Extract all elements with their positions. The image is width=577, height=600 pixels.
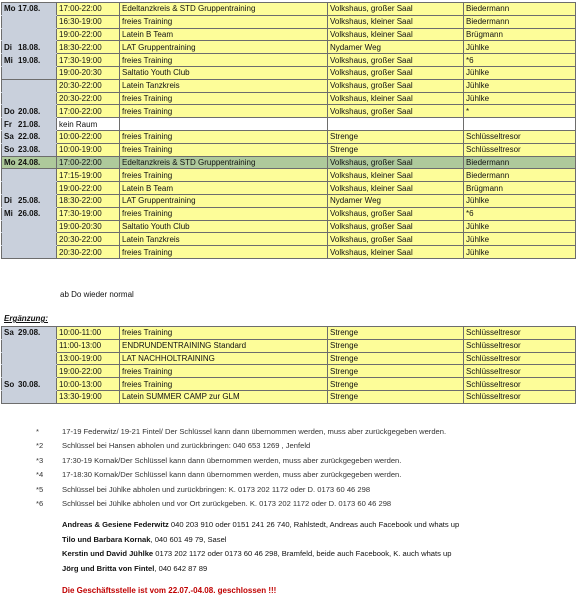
footnote-mark: *4	[36, 470, 44, 480]
place-cell: Nydamer Weg	[328, 41, 464, 54]
person-cell: *6	[464, 54, 576, 67]
time-cell: 18:30-22:00	[57, 41, 120, 54]
table-row	[2, 169, 576, 182]
date: 25.08.	[18, 196, 41, 206]
event-cell: Saltatio Youth Club	[120, 220, 328, 233]
contact-name: Jörg und Britta von Fintel	[62, 563, 155, 573]
date: 26.08.	[18, 209, 41, 219]
place-cell: Strenge	[328, 352, 464, 365]
time-cell: 10:00-13:00	[57, 378, 120, 391]
person-cell: Schlüsseltresor	[464, 143, 576, 156]
table-row	[2, 220, 576, 233]
place-cell: Strenge	[328, 327, 464, 340]
footnotes	[36, 424, 566, 511]
contact-info: 040 203 910 oder 0151 241 26 740, Rahlstedt, Andreas auch Facebook und whats up	[168, 520, 460, 529]
table-row	[2, 118, 576, 131]
weekday: Mi	[4, 209, 13, 219]
day-cell	[2, 169, 57, 182]
footnote-text: 17-18:30 Kornak/Der Schlüssel kann dann übernommen werden, muss aber zurückgegeben werden.	[62, 470, 402, 480]
person-cell: Biedermann	[464, 15, 576, 28]
weekday: Mi	[4, 55, 13, 65]
contact-line	[62, 533, 572, 548]
date: 29.08.	[18, 328, 41, 338]
footnote-text: Schlüssel bei Jühlke abholen und zurückbringen: K. 0173 202 1172 oder D. 0173 60 46 298	[62, 484, 371, 494]
place-cell: Volkshaus, großer Saal	[328, 54, 464, 67]
person-cell: Schlüsseltresor	[464, 365, 576, 378]
time-cell: 20:30-22:00	[57, 79, 120, 92]
event-cell: freies Training	[120, 169, 328, 182]
day-cell	[2, 66, 57, 79]
event-cell: freies Training	[120, 15, 328, 28]
place-cell: Strenge	[328, 339, 464, 352]
day-cell	[2, 3, 57, 16]
day-cell	[2, 220, 57, 233]
time-cell: 17:15-19:00	[57, 169, 120, 182]
person-cell: Schlüsseltresor	[464, 130, 576, 143]
closed-notice: Die Geschäftsstelle ist vom 22.07.-04.08. geschlossen !!!	[62, 586, 277, 595]
table-row	[2, 143, 576, 156]
place-cell: Volkshaus, großer Saal	[328, 207, 464, 220]
place-cell: Volkshaus, großer Saal	[328, 66, 464, 79]
weekday: Do	[4, 106, 15, 116]
table-row	[2, 339, 576, 352]
table-row	[2, 156, 576, 169]
person-cell: Biedermann	[464, 156, 576, 169]
event-cell: Latein Tanzkreis	[120, 79, 328, 92]
place-cell: Volkshaus, kleiner Saal	[328, 246, 464, 259]
time-cell: 10:00-22:00	[57, 130, 120, 143]
person-cell: Schlüsseltresor	[464, 390, 576, 403]
day-cell	[2, 118, 57, 131]
date: 22.08.	[18, 132, 41, 142]
footnote-mark: *5	[36, 484, 44, 494]
event-cell: freies Training	[120, 130, 328, 143]
time-cell: 20:30-22:00	[57, 92, 120, 105]
day-cell	[2, 365, 57, 378]
event-cell: Latein B Team	[120, 28, 328, 41]
place-cell: Volkshaus, kleiner Saal	[328, 92, 464, 105]
weekday: Di	[4, 196, 12, 206]
table-row	[2, 365, 576, 378]
event-cell: LAT NACHHOLTRAINING	[120, 352, 328, 365]
footnote-text: 17-19 Federwitz/ 19-21 Fintel/ Der Schlüssel kann dann übernommen werden, muss aber zurückgegeben werden.	[62, 426, 447, 436]
table-row	[2, 79, 576, 92]
footnote-text: Schlüssel bei Jühlke abholen und vor Ort zurückgeben. K. 0173 202 1172 oder D. 0173 60 46 298	[62, 499, 392, 509]
day-cell	[2, 327, 57, 340]
event-cell: freies Training	[120, 378, 328, 391]
person-cell: Jühlke	[464, 79, 576, 92]
time-cell: 17:00-22:00	[57, 105, 120, 118]
person-cell: Jühlke	[464, 66, 576, 79]
contact-info: 0173 202 1172 oder 0173 60 46 298, Bramfeld, beide auch Facebook, K. auch whats up	[153, 549, 452, 558]
person-cell: Jühlke	[464, 92, 576, 105]
event-cell: LAT Gruppentraining	[120, 41, 328, 54]
place-cell: Volkshaus, großer Saal	[328, 79, 464, 92]
event-cell: Latein Tanzkreis	[120, 233, 328, 246]
day-cell	[2, 130, 57, 143]
event-cell: freies Training	[120, 327, 328, 340]
supplement-table	[1, 326, 576, 404]
person-cell: Biedermann	[464, 169, 576, 182]
footnote-mark: *2	[36, 441, 44, 451]
day-cell	[2, 339, 57, 352]
weekday: Sa	[4, 328, 14, 338]
day-cell	[2, 92, 57, 105]
contact-name: Tilo und Barbara Kornak	[62, 534, 151, 544]
event-cell: Latein B Team	[120, 182, 328, 195]
footnote-mark: *3	[36, 455, 44, 465]
table-row	[2, 390, 576, 403]
place-cell: Strenge	[328, 378, 464, 391]
contact-name: Kerstin und David Jühlke	[62, 549, 154, 558]
table-row	[2, 41, 576, 54]
weekday: Mo	[4, 157, 16, 167]
schedule-note: ab Do wieder normal	[60, 290, 134, 299]
time-cell: 19:00-20:30	[57, 66, 120, 79]
place-cell: Volkshaus, kleiner Saal	[328, 182, 464, 195]
person-cell: Brügmann	[464, 182, 576, 195]
day-cell	[2, 41, 57, 54]
event-cell: ENDRUNDENTRAINING Standard	[120, 339, 328, 352]
day-cell	[2, 79, 57, 92]
table-row	[2, 130, 576, 143]
footnote-mark: *6	[36, 499, 44, 509]
table-row	[2, 352, 576, 365]
event-cell: freies Training	[120, 143, 328, 156]
schedule-table	[1, 2, 576, 259]
weekday: Sa	[4, 132, 14, 142]
time-cell: 10:00-19:00	[57, 143, 120, 156]
time-cell: 17:00-22:00	[57, 3, 120, 16]
time-cell: 19:00-20:30	[57, 220, 120, 233]
date: 23.08.	[18, 145, 41, 155]
date: 19.08.	[18, 55, 41, 65]
day-cell	[2, 143, 57, 156]
footnote	[36, 424, 566, 439]
footnote-text: 17:30-19 Kornak/Der Schlüssel kann dann übernommen werden, muss aber zurückgegeben werden.	[62, 455, 402, 465]
day-cell	[2, 246, 57, 259]
contact-line	[62, 547, 572, 562]
time-cell: 19:00-22:00	[57, 365, 120, 378]
table-row	[2, 28, 576, 41]
date: 21.08.	[18, 119, 41, 129]
weekday: So	[4, 379, 15, 389]
person-cell: Schlüsseltresor	[464, 327, 576, 340]
person-cell: *6	[464, 207, 576, 220]
time-cell: 17:00-22:00	[57, 156, 120, 169]
contacts	[62, 518, 572, 576]
date: 30.08.	[18, 379, 41, 389]
place-cell: Strenge	[328, 390, 464, 403]
contact-info: , 040 642 87 89	[154, 563, 208, 573]
day-cell	[2, 15, 57, 28]
place-cell: Volkshaus, großer Saal	[328, 220, 464, 233]
person-cell: *	[464, 105, 576, 118]
footnote-mark: *	[36, 426, 39, 436]
time-cell: 10:00-11:00	[57, 327, 120, 340]
day-cell	[2, 194, 57, 207]
weekday: So	[4, 145, 15, 155]
time-cell: 19:00-22:00	[57, 182, 120, 195]
footnote	[36, 453, 566, 468]
place-cell: Volkshaus, kleiner Saal	[328, 169, 464, 182]
person-cell: Brügmann	[464, 28, 576, 41]
event-cell: Saltatio Youth Club	[120, 66, 328, 79]
day-cell	[2, 390, 57, 403]
event-cell: freies Training	[120, 105, 328, 118]
footnote	[36, 468, 566, 483]
person-cell: Jühlke	[464, 220, 576, 233]
place-cell: Volkshaus, großer Saal	[328, 105, 464, 118]
table-row	[2, 66, 576, 79]
person-cell: Jühlke	[464, 246, 576, 259]
person-cell: Biedermann	[464, 3, 576, 16]
contact-line	[62, 518, 572, 533]
day-cell	[2, 378, 57, 391]
time-cell: 20:30-22:00	[57, 246, 120, 259]
event-cell: freies Training	[120, 207, 328, 220]
day-cell	[2, 54, 57, 67]
event-cell: Edeltanzkreis & STD Gruppentraining	[120, 3, 328, 16]
supplement-heading: Ergänzung:	[4, 314, 48, 323]
table-row	[2, 378, 576, 391]
event-cell: Edeltanzkreis & STD Gruppentraining	[120, 156, 328, 169]
place-cell: Volkshaus, großer Saal	[328, 156, 464, 169]
event-cell: Latein SUMMER CAMP zur GLM	[120, 390, 328, 403]
time-cell: 11:00-13:00	[57, 339, 120, 352]
time-cell: 13:00-19:00	[57, 352, 120, 365]
table-row	[2, 194, 576, 207]
time-cell: 13:30-19:00	[57, 390, 120, 403]
contact-line	[62, 562, 572, 577]
event-cell: freies Training	[120, 54, 328, 67]
day-cell	[2, 156, 57, 169]
place-cell: Volkshaus, großer Saal	[328, 3, 464, 16]
date: 20.08.	[18, 106, 41, 116]
footnote	[36, 439, 566, 454]
event-cell: LAT Gruppentraining	[120, 194, 328, 207]
day-cell	[2, 28, 57, 41]
place-cell: Strenge	[328, 365, 464, 378]
person-cell: Jühlke	[464, 194, 576, 207]
table-row	[2, 15, 576, 28]
contact-name: Andreas & Gesiene Federwitz	[62, 520, 169, 529]
table-row	[2, 207, 576, 220]
day-cell	[2, 207, 57, 220]
footnote-text: Schlüssel bei Hansen abholen und zurückbringen: 040 653 1269 , Jenfeld	[62, 441, 311, 451]
weekday: Di	[4, 42, 12, 52]
place-cell: Volkshaus, kleiner Saal	[328, 15, 464, 28]
table-row	[2, 246, 576, 259]
place-cell: Volkshaus, großer Saal	[328, 233, 464, 246]
time-cell: kein Raum	[57, 118, 120, 131]
day-cell	[2, 105, 57, 118]
place-cell: Nydamer Weg	[328, 194, 464, 207]
weekday: Fr	[4, 119, 12, 129]
place-cell	[328, 118, 464, 131]
date: 17.08.	[18, 4, 41, 14]
person-cell	[464, 118, 576, 131]
person-cell: Schlüsseltresor	[464, 339, 576, 352]
place-cell: Strenge	[328, 143, 464, 156]
time-cell: 20:30-22:00	[57, 233, 120, 246]
table-row	[2, 3, 576, 16]
person-cell: Jühlke	[464, 41, 576, 54]
day-cell	[2, 182, 57, 195]
table-row	[2, 92, 576, 105]
time-cell: 19:00-22:00	[57, 28, 120, 41]
table-row	[2, 182, 576, 195]
time-cell: 17:30-19:00	[57, 54, 120, 67]
event-cell: freies Training	[120, 246, 328, 259]
time-cell: 18:30-22:00	[57, 194, 120, 207]
footnote	[36, 497, 566, 512]
table-row	[2, 233, 576, 246]
event-cell	[120, 118, 328, 131]
place-cell: Strenge	[328, 130, 464, 143]
event-cell: freies Training	[120, 92, 328, 105]
contact-info: , 040 601 49 79, Sasel	[150, 534, 227, 544]
date: 18.08.	[18, 42, 41, 52]
table-row	[2, 327, 576, 340]
time-cell: 16:30-19:00	[57, 15, 120, 28]
table-row	[2, 105, 576, 118]
footnote	[36, 482, 566, 497]
table-row	[2, 54, 576, 67]
time-cell: 17:30-19:00	[57, 207, 120, 220]
person-cell: Jühlke	[464, 233, 576, 246]
day-cell	[2, 233, 57, 246]
day-cell	[2, 352, 57, 365]
event-cell: freies Training	[120, 365, 328, 378]
date: 24.08.	[18, 157, 41, 167]
person-cell: Schlüsseltresor	[464, 352, 576, 365]
place-cell: Volkshaus, kleiner Saal	[328, 28, 464, 41]
person-cell: Schlüsseltresor	[464, 378, 576, 391]
weekday: Mo	[4, 4, 16, 14]
